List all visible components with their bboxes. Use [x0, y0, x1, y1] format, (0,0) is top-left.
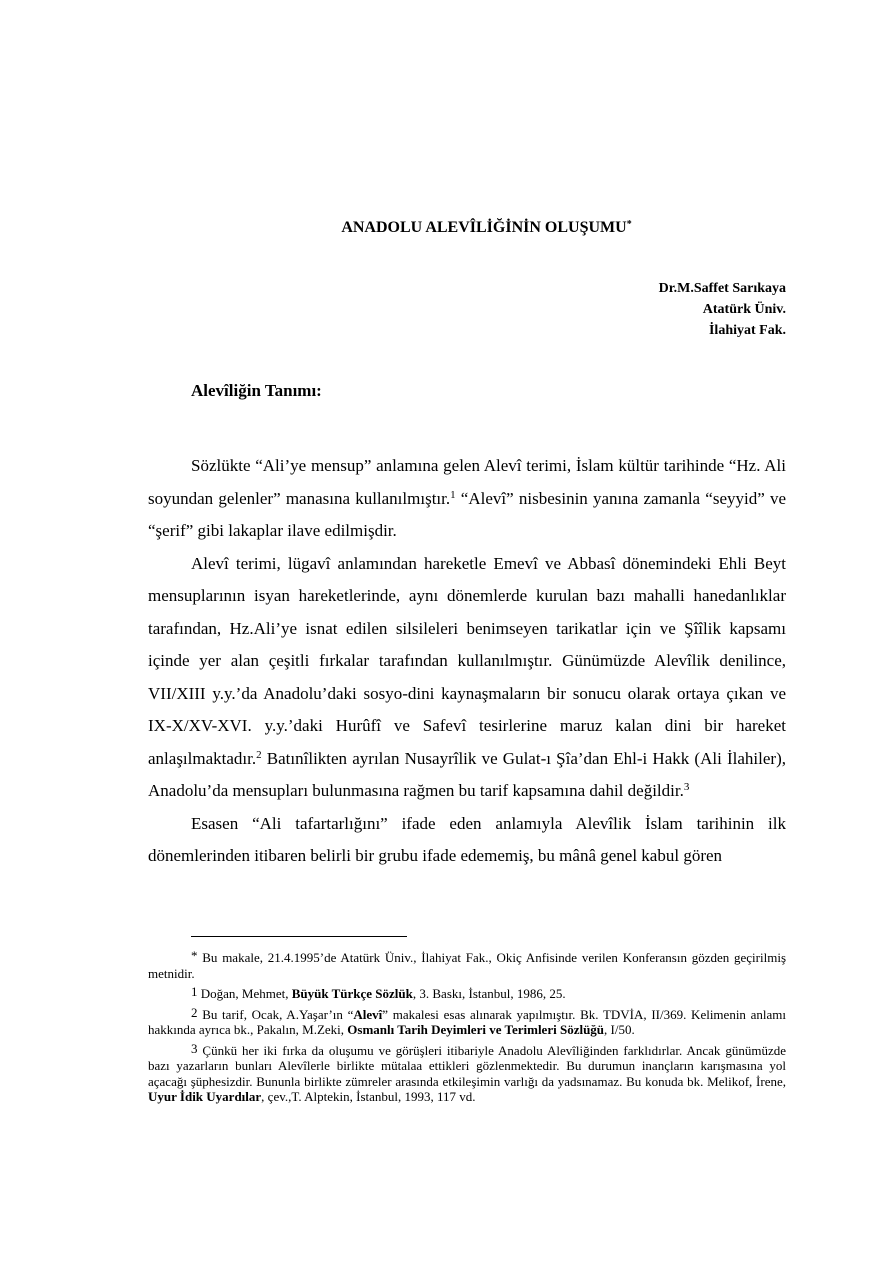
paragraph-3: Esasen “Ali tafartarlığını” ifade eden anlamıyla Alevîlik İslam tarihinin ilk dönemlerinden itibaren belirli bir grubu ifade edememiş, bu mânâ genel kabul gören [148, 813, 786, 865]
footnote-3 [148, 1040, 786, 1105]
body-text [148, 450, 786, 873]
footnotes [148, 950, 786, 1110]
footnote-3-book-title: Uyur İdik Uyardılar [148, 1089, 262, 1104]
paragraph-1-text-a: Sözlükte “Ali’ye mensup” anlamına gelen Alevî terimi, İslam kültür tarihinde “Hz. Ali soyundan gelenler” manasına kullanılmıştır. [148, 456, 786, 508]
footnote-1 [148, 986, 786, 1002]
footnote-2-article-title: Alevî [353, 1006, 383, 1022]
footnote-ref-2: 2 [256, 748, 262, 761]
footnote-3-post: , çev.,T. Alptekin, İstanbul, 1993, 117 vd. [261, 1089, 476, 1104]
paragraph-2-text-a: Alevî terimi, lügavî anlamından hareketle Emevî ve Abbasî dönemindeki Ehli Beyt mensuplarının isyan hareketlerinde, aynı dönemlerde kurulan bazı mahalli hanedanlıklar tarafından, Hz.Ali’ye isnat edilen silsileleri benimseyen tarikatlar için ve Şîîlik kapsamı içinde yer alan çeşitli fırkalar tarafından kullanılmıştır. Günümüzde Alevîlik denilince, VII/XIII y.y.’da Anadolu’daki sosyo-dini kaynaşmaların bir sonucu olarak ortaya çıkan ve IX-X/XV-XVI. y.y.’daki Hurûfî ve Safevî tesirlerine maruz kalan dini bir hareket anlaşılmaktadır. [148, 553, 786, 768]
footnote-star [148, 950, 786, 981]
title-footnote-marker: * [626, 219, 632, 230]
footnote-2-book-title: Osmanlı Tarih Deyimleri ve Terimleri Sözlüğü [347, 1022, 605, 1037]
paragraph-2 [148, 548, 786, 808]
author-faculty: İlahiyat Fak. [708, 323, 786, 338]
footnote-2-post: , I/50. [604, 1022, 635, 1037]
paragraph-1 [148, 450, 786, 548]
footnote-ref-1: 1 [450, 488, 456, 501]
document-title [0, 219, 893, 237]
title-text: ANADOLU ALEVÎLİĞİNİN OLUŞUMU [341, 219, 627, 236]
footnote-ref-3: 3 [683, 781, 690, 793]
section-heading: Alevîliğin Tanımı: [191, 381, 322, 400]
footnote-1-post: , 3. Baskı, İstanbul, 1986, 25. [412, 986, 566, 1001]
paragraph-1-text-b: “Alevî” nisbesinin yanına zamanla “seyyid” ve “şerif” gibi lakaplar ilave edilmişdir. [148, 488, 786, 540]
footnote-1-pre: Doğan, Mehmet, [197, 986, 292, 1001]
footnote-2 [148, 1004, 786, 1038]
author-institution: Atatürk Üniv. [702, 302, 786, 317]
footnote-2-marker: 2 [191, 1004, 198, 1020]
footnote-3-marker: 3 [191, 1040, 198, 1056]
footnote-separator [191, 936, 407, 937]
footnote-2-mid: ” makalesi esas alınarak yapılmıştır. Bk. TDVİA, II/369. Kelimenin anlamı hakkında ayrıca bk., Pakalın, M.Zeki, [148, 1006, 786, 1037]
footnote-star-text: Bu makale, 21.4.1995’de Atatürk Üniv., İlahiyat Fak., Okiç Anfisinde verilen Konferansın gözden geçirilmiş metnidir. [148, 950, 786, 981]
footnote-star-marker: * [191, 948, 198, 963]
footnote-1-marker: 1 [191, 984, 198, 999]
paragraph-2-text-b: Batınîlikten ayrılan Nusayrîlik ve Gulat-ı Şîa’dan Ehl-i Hakk (Ali İlahiler), Anadolu’da mensupları bulunmasına rağmen bu tarif kapsamına dahil değildir. [148, 748, 786, 800]
footnote-3-pre: Çünkü her iki fırka da oluşumu ve görüşleri itibariyle Anadolu Alevîliğinden farklıdırlar. Ancak günümüzde bazı yazarların bunları Alevîlerle birlikte mütalaa ettikleri gözlenmektedir. Bu durumun inançların karışmasına yol açacağı şüphesizdir. Bununla birlikte zümreler arasında etkileşimin varlığı da yadsınamaz. Bu konuda bk. Melikof, İrene, [148, 1042, 786, 1089]
footnote-2-pre: Bu tarif, Ocak, A.Yaşar’ın “ [197, 1006, 354, 1022]
footnote-1-book-title: Büyük Türkçe Sözlük [291, 986, 413, 1001]
author-block [659, 278, 786, 341]
author-name: Dr.M.Saffet Sarıkaya [658, 281, 786, 296]
